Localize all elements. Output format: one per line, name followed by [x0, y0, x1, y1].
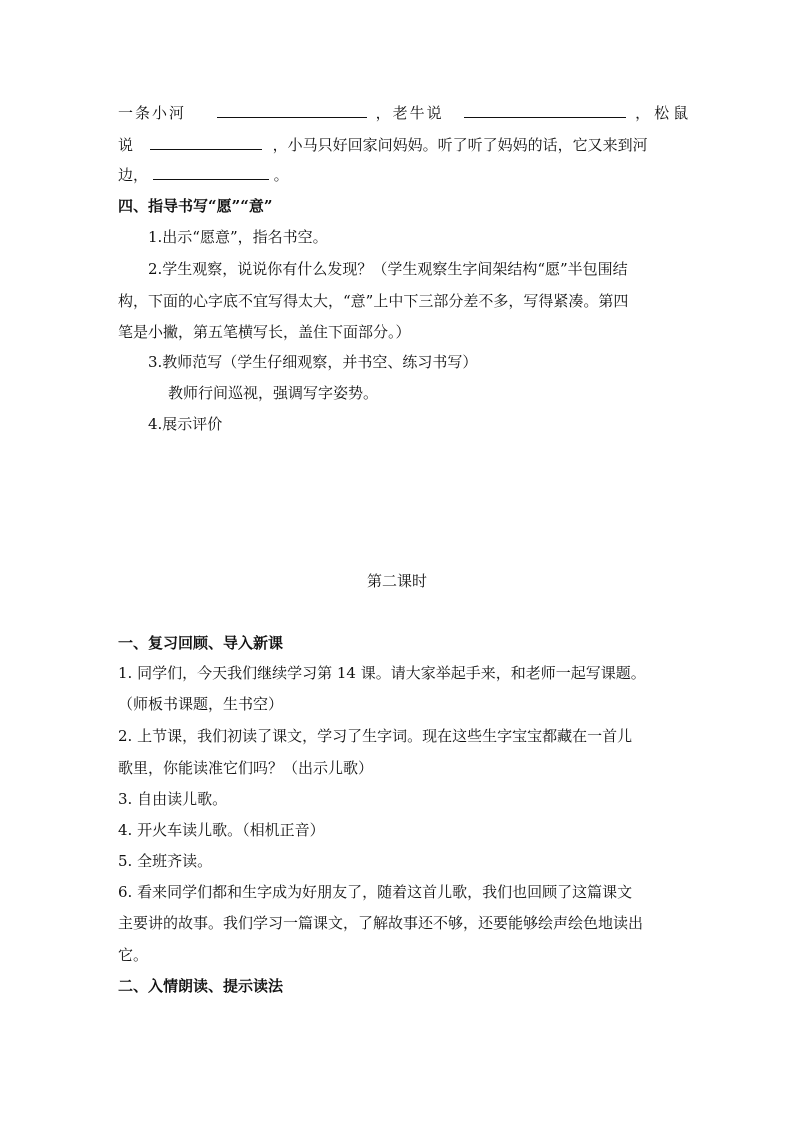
- list-item: 4. 开火车读儿歌。（相机正音）: [118, 821, 325, 839]
- paragraph: 教师行间巡视，强调写字姿势。: [168, 384, 379, 402]
- paragraph: 构，下面的心字底不宜写得太大，“意”上中下三部分差不多，写得紧凑。第四: [118, 292, 629, 310]
- paragraph: 2.学生观察，说说你有什么发现？（学生观察生字间架结构“愿”半包围结: [148, 260, 628, 278]
- text-segment: 边，: [118, 166, 149, 184]
- paragraph: 笔是小撇，第五笔横写长，盖住下面部分。）: [118, 323, 411, 341]
- answer-blank[interactable]: [464, 102, 626, 118]
- list-item: 5. 全班齐读。: [118, 852, 213, 870]
- list-item-continuation: 它。: [118, 946, 149, 964]
- answer-blank[interactable]: [217, 102, 367, 118]
- text-segment: 说: [118, 136, 134, 154]
- list-item: 1. 同学们，今天我们继续学习第 14 课。请大家举起手来，和老师一起写课题。: [118, 664, 646, 682]
- text-segment: ，松鼠: [635, 104, 693, 122]
- text-segment: 。: [273, 166, 289, 184]
- section-heading: 二、入情朗读、提示读法: [118, 977, 284, 995]
- paragraph: 1.出示“愿意”，指名书空。: [148, 228, 328, 246]
- fill-in-line-3: [118, 164, 289, 185]
- section-heading: 四、指导书写“愿”“意”: [118, 197, 273, 215]
- paragraph: 3.教师范写（学生仔细观察，并书空、练习书写）: [148, 353, 478, 371]
- list-item-continuation: （师板书课题，生书空）: [118, 695, 284, 713]
- text-segment: ，老牛说: [375, 104, 444, 122]
- lesson-title: 第二课时: [366, 572, 427, 590]
- answer-blank[interactable]: [153, 164, 269, 180]
- list-item-continuation: 主要讲的故事。我们学习一篇课文，了解故事还不够，还要能够绘声绘色地读出: [118, 914, 644, 932]
- list-item-continuation: 歌里，你能读准它们吗？（出示儿歌）: [118, 759, 374, 777]
- list-item: 3. 自由读儿歌。: [118, 790, 228, 808]
- text-segment: ，小马只好回家问妈妈。听了听了妈妈的话，它又来到河: [272, 136, 648, 154]
- paragraph: 4.展示评价: [148, 415, 223, 433]
- fill-in-line-2: [118, 134, 648, 155]
- fill-in-line-1: [118, 102, 692, 123]
- text-segment: 一条小河: [118, 104, 187, 122]
- list-item: 6. 看来同学们都和生字成为好朋友了，随着这首儿歌，我们也回顾了这篇课文: [118, 883, 633, 901]
- section-heading: 一、复习回顾、导入新课: [118, 634, 284, 652]
- answer-blank[interactable]: [150, 134, 262, 150]
- list-item: 2. 上节课，我们初读了课文，学习了生字词。现在这些生字宝宝都藏在一首儿: [118, 727, 633, 745]
